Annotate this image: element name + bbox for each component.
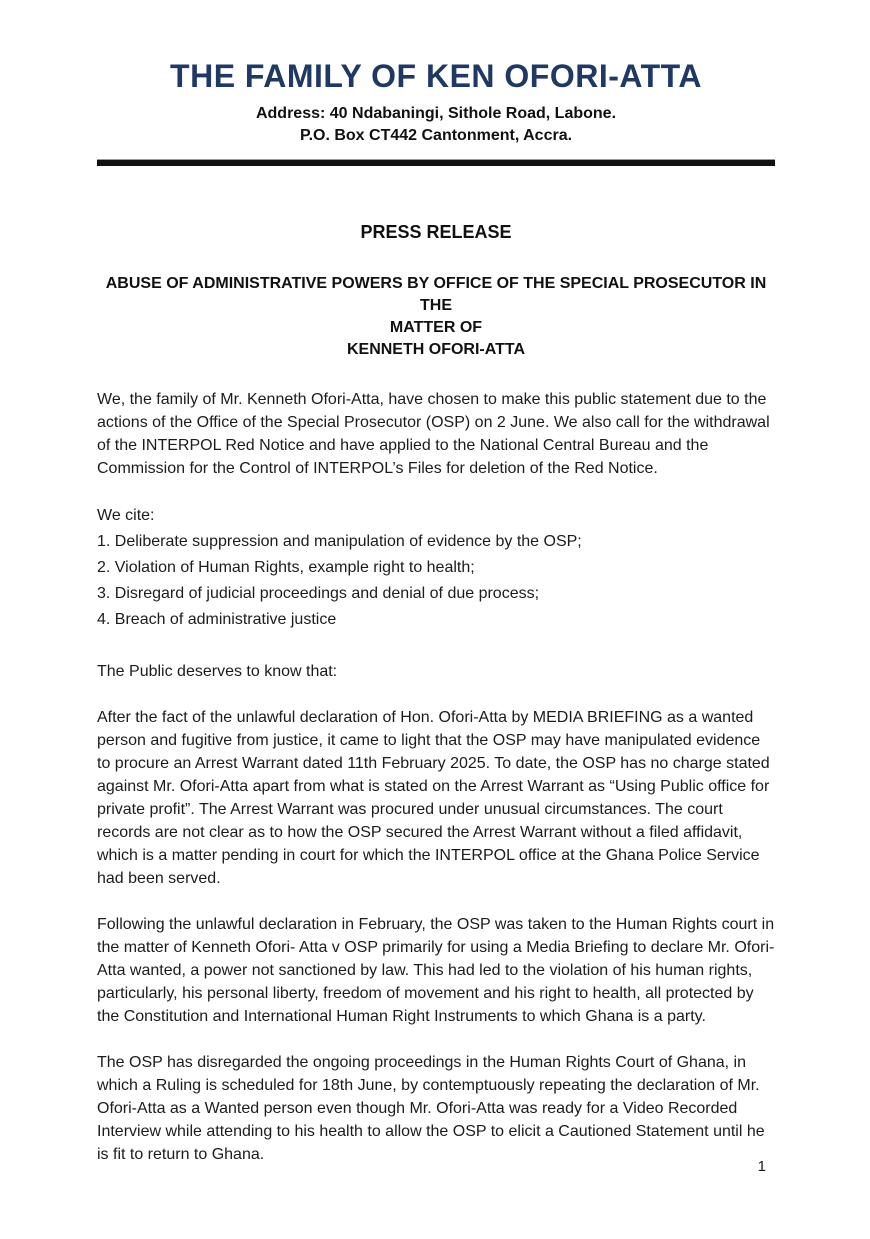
cite-item-3: 3. Disregard of judicial proceedings and denial of due process;: [97, 585, 540, 602]
letterhead-title: THE FAMILY OF KEN OFORI-ATTA: [170, 58, 702, 94]
letterhead-address: [97, 103, 775, 147]
letterhead-divider: [97, 159, 775, 166]
letterhead: [97, 57, 775, 166]
letterhead-address-line1: Address: 40 Ndabaningi, Sithole Road, Labone.: [255, 105, 617, 122]
paragraph-court-disregard: The OSP has disregarded the ongoing proceedings in the Human Rights Court of Ghana, in which a Ruling is scheduled for 18th June, by contemptuously repeating the declaration of Mr. Ofori-Atta as a Wanted person even though Mr. Ofori-Atta was ready for a Video Recorded Interview while attending to his health to allow the OSP to elicit a Cautioned Statement until he is fit to return to Ghana.: [97, 1054, 765, 1163]
letterhead-address-line2: P.O. Box CT442 Cantonment, Accra.: [299, 127, 573, 144]
press-release-title: PRESS RELEASE: [360, 222, 512, 242]
subject-heading: [97, 273, 775, 361]
page-number: 1: [757, 1158, 766, 1175]
subject-heading-line3: KENNETH OFORI-ATTA: [346, 341, 526, 358]
cite-list: [97, 503, 775, 633]
cite-heading: We cite:: [97, 507, 155, 524]
subject-heading-line2: MATTER OF: [389, 319, 483, 336]
cite-item-4: 4. Breach of administrative justice: [97, 611, 337, 628]
body-copy: [97, 388, 775, 1166]
public-deserves-line: The Public deserves to know that:: [97, 663, 338, 680]
cite-item-2: 2. Violation of Human Rights, example right to health;: [97, 559, 475, 576]
paragraph-arrest-warrant: After the fact of the unlawful declaration of Hon. Ofori-Atta by MEDIA BRIEFING as a wanted person and fugitive from justice, it came to light that the OSP may have manipulated evidence to procure an Arrest Warrant dated 11th February 2025. To date, the OSP has no charge stated against Mr. Ofori-Atta apart from what is stated on the Arrest Warrant as “Using Public office for private profit”. The Arrest Warrant was procured under unusual circumstances. The court records are not clear as to how the OSP secured the Arrest Warrant without a filed affidavit, which is a matter pending in court for which the INTERPOL office at the Ghana Police Service had been served.: [97, 709, 770, 887]
paragraph-human-rights: Following the unlawful declaration in February, the OSP was taken to the Human Rights court in the matter of Kenneth Ofori- Atta v OSP primarily for using a Media Briefing to declare Mr. Ofori-Atta wanted, a power not sanctioned by law. This had led to the violation of his human rights, particularly, his personal liberty, freedom of movement and his right to health, all protected by the Constitution and International Human Right Instruments to which Ghana is a party.: [97, 916, 775, 1025]
paragraph-intro: We, the family of Mr. Kenneth Ofori-Atta, have chosen to make this public statement due to the actions of the Office of the Special Prosecutor (OSP) on 2 June. We also call for the withdrawal of the INTERPOL Red Notice and have applied to the National Central Bureau and the Commission for the Control of INTERPOL’s Files for deletion of the Red Notice.: [97, 391, 770, 477]
subject-heading-line1: ABUSE OF ADMINISTRATIVE POWERS BY OFFICE OF THE SPECIAL PROSECUTOR IN THE: [105, 275, 767, 314]
cite-item-1: 1. Deliberate suppression and manipulation of evidence by the OSP;: [97, 533, 582, 550]
